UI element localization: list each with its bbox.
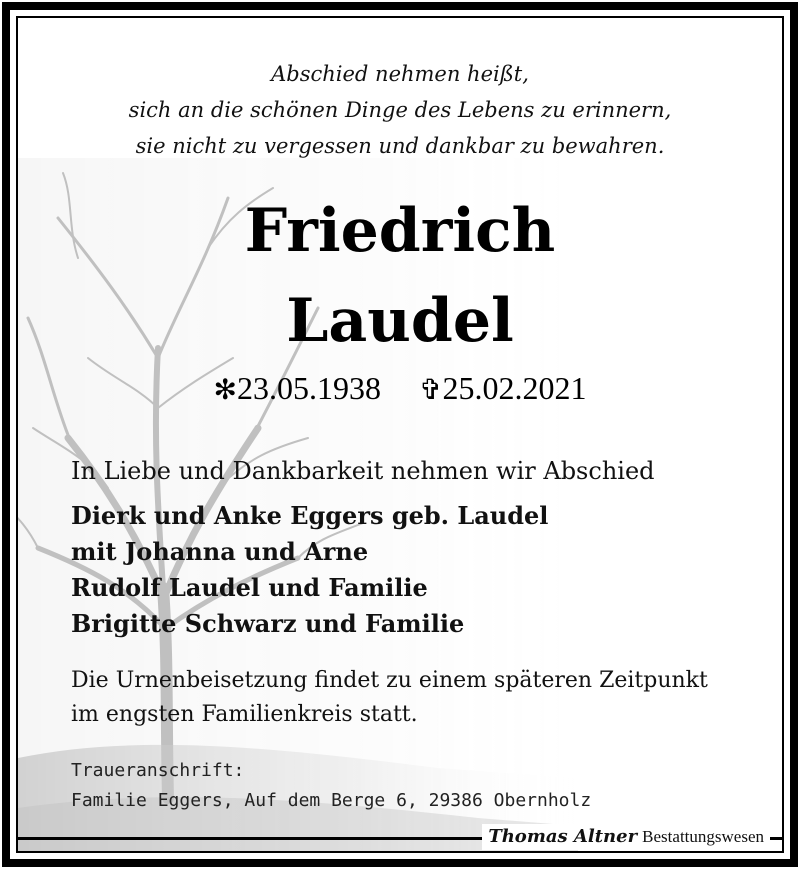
- deceased-name: [18, 186, 782, 366]
- poem-line: sich an die schönen Dinge des Lebens zu erinnern,: [128, 98, 672, 122]
- birth-date: 23.05.1938: [237, 370, 381, 406]
- funeral-home-credit: [482, 824, 770, 850]
- mourner-line: Dierk und Anke Eggers geb. Laudel: [71, 501, 549, 530]
- burial-notice: [71, 664, 771, 732]
- obituary-content: [18, 18, 782, 853]
- birth-star-icon: ✻: [213, 373, 237, 406]
- poem-line: Abschied nehmen heißt,: [271, 62, 529, 86]
- inner-frame: [16, 16, 784, 853]
- poem: [18, 56, 782, 164]
- address-value: Familie Eggers, Auf dem Berge 6, 29386 Obernholz: [71, 790, 592, 811]
- funeral-home-trade: Bestattungswesen: [642, 827, 764, 846]
- funeral-home-name: Thomas Altner: [488, 826, 638, 847]
- mourner-line: Rudolf Laudel und Familie: [71, 573, 428, 602]
- notice-line: Die Urnenbeisetzung findet zu einem späteren Zeitpunkt: [71, 668, 708, 693]
- poem-line: sie nicht zu vergessen und dankbar zu bewahren.: [135, 134, 665, 158]
- address-label: Traueranschrift:: [71, 760, 245, 781]
- last-name: Laudel: [286, 286, 514, 356]
- mourning-address: [71, 756, 771, 816]
- first-name: Friedrich: [244, 196, 556, 266]
- mourners-list: [71, 498, 771, 642]
- mourner-line: Brigitte Schwarz und Familie: [71, 609, 465, 638]
- life-dates: [18, 368, 782, 410]
- mourner-line: mit Johanna und Arne: [71, 537, 369, 566]
- notice-line: im engsten Familienkreis statt.: [71, 702, 418, 727]
- death-cross-icon: ✞: [419, 373, 443, 406]
- intro-text: In Liebe und Dankbarkeit nehmen wir Abschied: [71, 457, 655, 485]
- death-date: 25.02.2021: [442, 370, 587, 406]
